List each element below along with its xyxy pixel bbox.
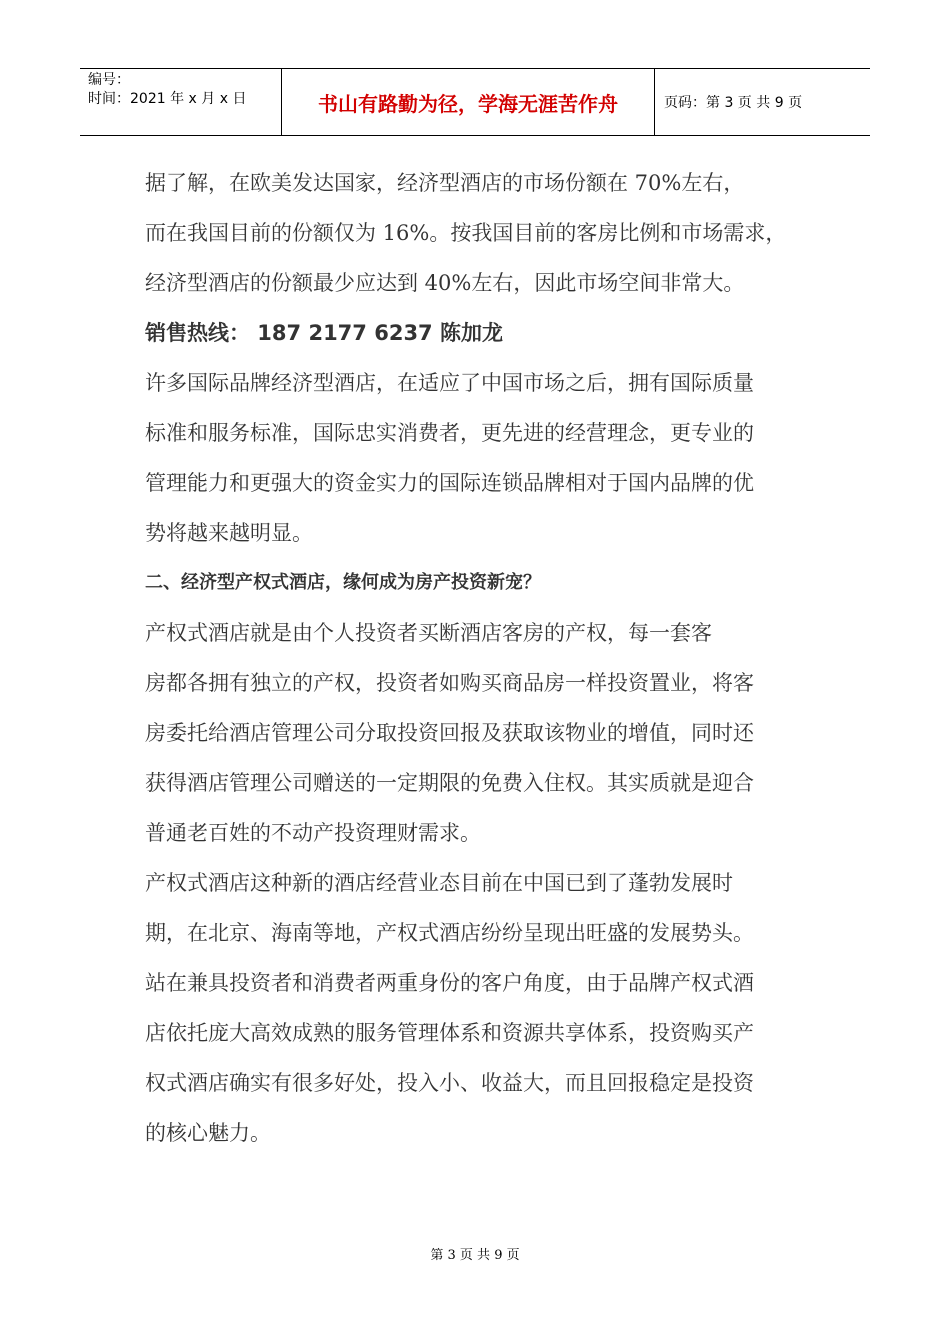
- sales-hotline: 销售热线： 187 2177 6237 陈加龙: [145, 321, 503, 345]
- paragraph-line: 的核心魅力。: [145, 1121, 271, 1145]
- paragraph-line: 产权式酒店就是由个人投资者买断酒店客房的产权，每一套客: [145, 621, 712, 645]
- header-divider: [654, 68, 655, 136]
- header-meta: [88, 71, 278, 109]
- paragraph-line: 站在兼具投资者和消费者两重身份的客户角度，由于品牌产权式酒: [145, 971, 754, 995]
- paragraph-line: 标准和服务标准，国际忠实消费者，更先进的经营理念，更专业的: [145, 421, 754, 445]
- header-motto: 书山有路勤为径，学海无涯苦作舟: [318, 91, 618, 116]
- paragraph-line: 势将越来越明显。: [145, 521, 313, 545]
- paragraph-line: 据了解，在欧美发达国家，经济型酒店的市场份额在 70%左右，: [145, 171, 745, 195]
- paragraph-line: 获得酒店管理公司赠送的一定期限的免费入住权。其实质就是迎合: [145, 771, 754, 795]
- paragraph-line: 管理能力和更强大的资金实力的国际连锁品牌相对于国内品牌的优: [145, 471, 754, 495]
- document-time: 时间：2021 年 x 月 x 日: [88, 91, 247, 107]
- paragraph-line: 产权式酒店这种新的酒店经营业态目前在中国已到了蓬勃发展时: [145, 871, 733, 895]
- page-footer: 第 3 页 共 9 页: [430, 1248, 520, 1263]
- header-divider: [281, 68, 282, 136]
- page-header: [80, 68, 870, 136]
- paragraph-line: 普通老百姓的不动产投资理财需求。: [145, 821, 481, 845]
- paragraph-line: 许多国际品牌经济型酒店，在适应了中国市场之后，拥有国际质量: [145, 371, 754, 395]
- document-number-label: 编号：: [88, 72, 130, 88]
- paragraph-line: 权式酒店确实有很多好处，投入小、收益大，而且回报稳定是投资: [145, 1071, 754, 1095]
- paragraph-line: 房委托给酒店管理公司分取投资回报及获取该物业的增值，同时还: [145, 721, 754, 745]
- paragraph-line: 而在我国目前的份额仅为 16%。按我国目前的客房比例和市场需求，: [145, 221, 787, 245]
- paragraph-line: 经济型酒店的份额最少应达到 40%左右，因此市场空间非常大。: [145, 271, 745, 295]
- paragraph-line: 期，在北京、海南等地，产权式酒店纷纷呈现出旺盛的发展势头。: [145, 921, 754, 945]
- section-heading: 二、经济型产权式酒店，缘何成为房产投资新宠？: [145, 572, 541, 593]
- header-page-info: 页码：第 3 页 共 9 页: [664, 95, 803, 111]
- paragraph-line: 店依托庞大高效成熟的服务管理体系和资源共享体系，投资购买产: [145, 1021, 754, 1045]
- paragraph-line: 房都各拥有独立的产权，投资者如购买商品房一样投资置业，将客: [145, 671, 754, 695]
